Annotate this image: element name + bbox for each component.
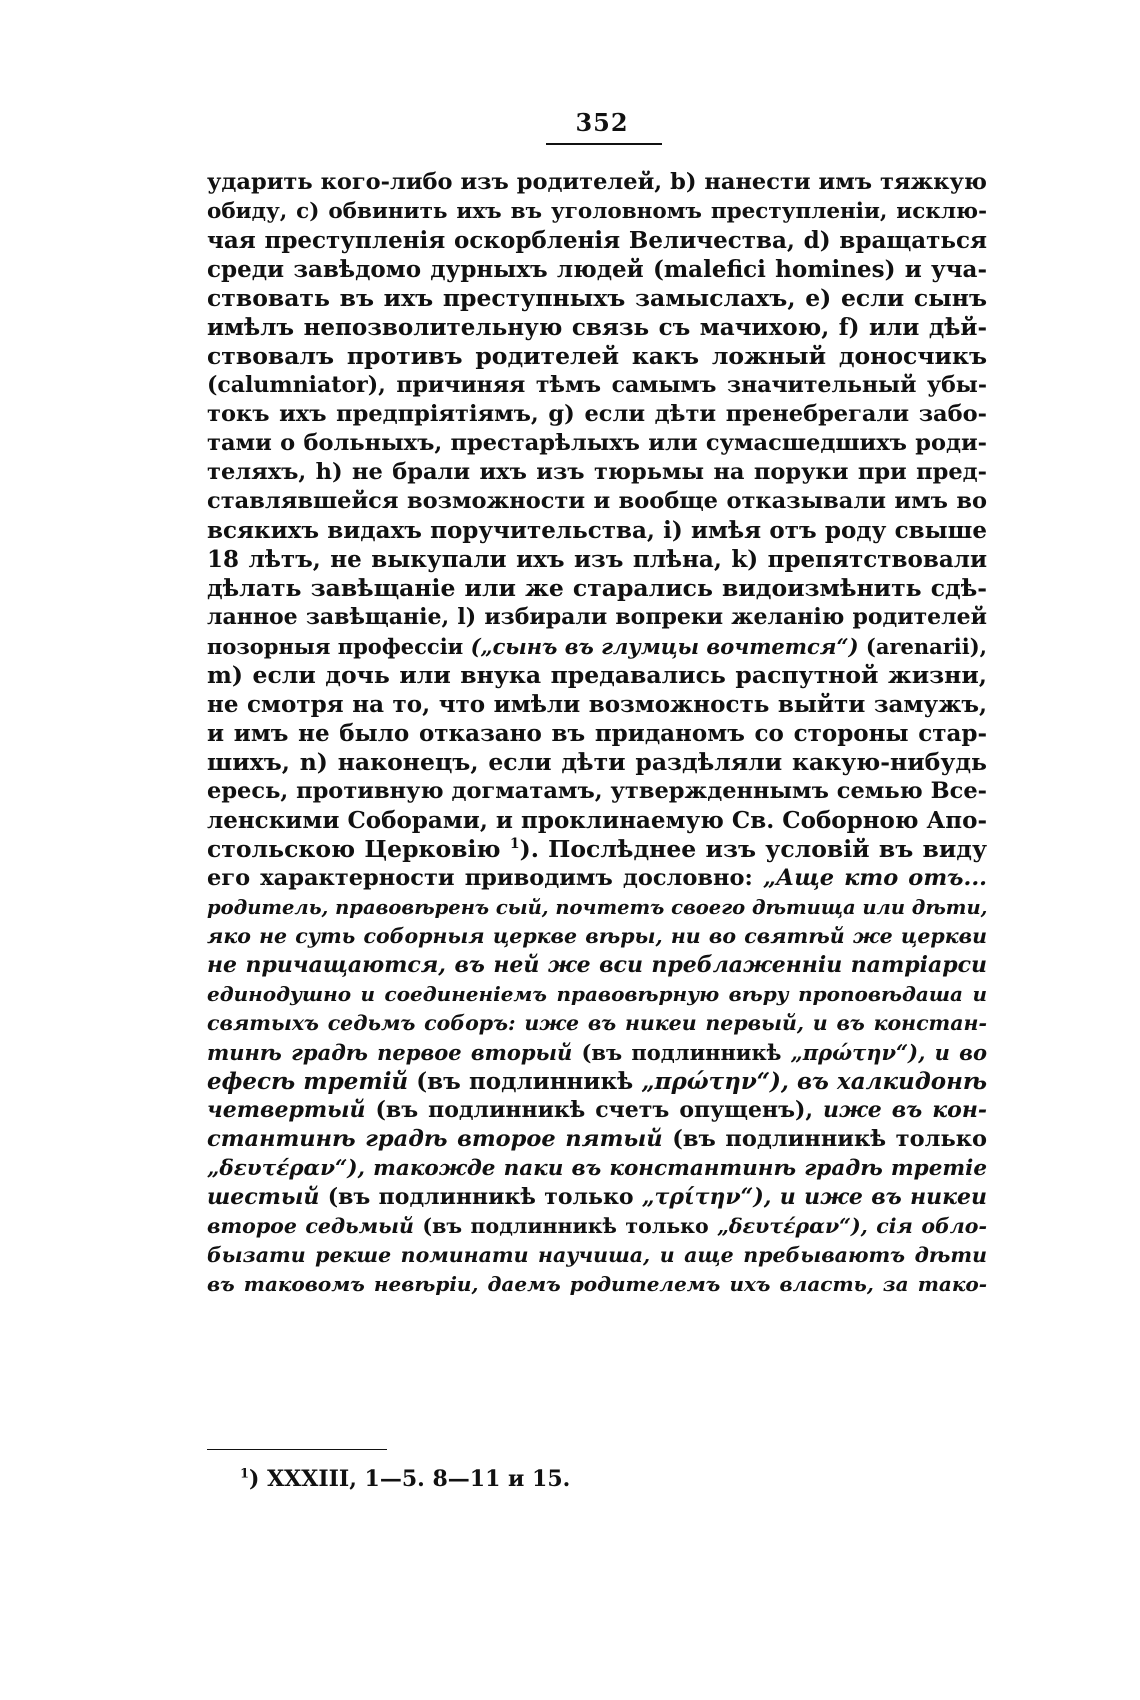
text-segment: тами о больныхъ, престарѣлыхъ или сумасшедшихъ роди- (207, 430, 987, 456)
text-line (207, 1154, 987, 1183)
footnote-text: ) XXXIII, 1—5. 8—11 и 15. (249, 1466, 571, 1492)
text-segment: и имъ не было отказано въ приданомъ со стороны стар- (207, 720, 987, 747)
text-line (207, 922, 987, 951)
text-line (207, 1096, 987, 1125)
text-line (207, 545, 987, 574)
text-segment: ставлявшейся возможности и вообще отказывали имъ во (207, 488, 987, 514)
text-line (207, 806, 987, 835)
text-segment: (arenarii), (858, 634, 987, 659)
text-segment: ересь, противную догматамъ, утвержденнымъ семью Все- (207, 778, 987, 804)
text-segment: бызати рекше поминати научиша, и аще пребываютъ дѣти (207, 1243, 987, 1267)
text-segment: его характерности приводимъ дословно: (207, 865, 763, 891)
page-number: 352 (575, 108, 629, 137)
text-segment: родитель, правовѣренъ сый, почтетъ своего дѣтища или дѣти, (207, 896, 988, 919)
text-segment: ленскими Соборами, и проклинаемую Св. Соборною Апо- (207, 807, 987, 834)
text-line (207, 719, 987, 748)
text-segment: въ таковомъ невѣріи, даемъ родителемъ ихъ власть, за тако- (207, 1272, 987, 1296)
text-line (207, 1241, 987, 1270)
text-line (207, 284, 987, 313)
text-segment: 18 лѣтъ, не выкупали ихъ изъ плѣна, k) препятствовали (207, 546, 987, 573)
text-segment: „πρώτην“), и во (790, 1040, 987, 1065)
text-line (207, 255, 987, 284)
text-segment: ). Послѣднее изъ условій въ виду (519, 835, 987, 863)
text-segment: яко не суть соборныя церкве вѣры, ни во святѣй же церкви (207, 924, 987, 948)
text-segment: шихъ, n) наконецъ, если дѣти раздѣляли какую-нибудь (207, 748, 987, 776)
text-line (207, 835, 987, 864)
text-segment: теляхъ, h) не брали ихъ изъ тюрьмы на поруки при пред- (207, 459, 987, 485)
text-line (207, 400, 987, 429)
text-line (207, 574, 987, 603)
text-segment: ствовать въ ихъ преступныхъ замыслахъ, e) если сынъ (207, 284, 987, 312)
text-line (207, 1125, 987, 1154)
footnote-mark: 1 (240, 1466, 250, 1482)
footnote-rule (207, 1449, 387, 1450)
text-line (207, 371, 987, 400)
text-segment: позорныя профессіи (207, 634, 471, 659)
text-line (207, 487, 987, 516)
text-segment: стантинѣ градѣ второе пятый (207, 1126, 663, 1152)
text-segment: среди завѣдомо дурныхъ людей (malefici homines) и уча- (207, 256, 987, 283)
footnote (240, 1466, 570, 1492)
text-segment: (въ подлинникѣ (572, 1040, 791, 1065)
text-segment: ланное завѣщаніе, l) избирали вопреки желанію родителей (207, 604, 987, 630)
text-line (207, 661, 987, 690)
text-segment: обиду, c) обвинить ихъ въ уголовномъ преступленіи, исклю- (207, 199, 987, 224)
text-segment: (въ подлинникѣ только (319, 1184, 642, 1210)
text-segment: ствовалъ противъ родителей какъ ложный доносчикъ (207, 342, 987, 370)
text-segment: не причащаются, въ ней же вси преблаженніи патріарси (207, 952, 987, 978)
text-line (207, 1270, 987, 1299)
text-segment: „τρίτην“), и иже въ никеи (641, 1184, 987, 1210)
text-segment: (въ подлинникѣ счетъ опущенъ), (365, 1097, 824, 1123)
text-line (207, 458, 987, 487)
text-line (207, 226, 987, 255)
text-line (207, 777, 987, 806)
text-segment: m) если дочь или внука предавались распутной жизни, (207, 661, 987, 689)
text-segment: „δευτέραν“), такожде паки въ константинѣ градѣ третіе (207, 1156, 987, 1181)
text-line (207, 951, 987, 980)
text-line (207, 342, 987, 371)
text-line (207, 168, 987, 197)
text-line (207, 864, 987, 893)
text-segment: единодушно и соединеніемъ правовѣрную вѣру проповѣдаша и (207, 982, 987, 1006)
text-segment: шестый (207, 1184, 320, 1210)
text-line (207, 197, 987, 226)
text-segment: всякихъ видахъ поручительства, i) имѣя отъ роду свыше (207, 517, 987, 544)
text-line (207, 603, 987, 632)
text-segment: тинѣ градѣ первое вторый (207, 1040, 573, 1065)
text-segment: (въ подлинникѣ (408, 1068, 642, 1095)
text-segment: чая преступленія оскорбленія Величества, d) вращаться (207, 227, 987, 254)
text-segment: токъ ихъ предпріятіямъ, g) если дѣти пренебрегали забо- (207, 401, 987, 427)
text-segment: „δευτέραν“), сія обло- (717, 1214, 987, 1238)
text-segment: дѣлать завѣщаніе или же старались видоизмѣнить сдѣ- (207, 574, 987, 602)
text-segment: иже въ кон- (823, 1097, 987, 1123)
text-line (207, 1067, 987, 1096)
text-segment: святыхъ седьмъ соборъ: иже въ никеи первый, и въ констан- (207, 1011, 987, 1035)
text-segment: не смотря на то, что имѣли возможность выйти замужъ, (207, 691, 987, 718)
text-line (207, 1038, 987, 1067)
text-line (207, 690, 987, 719)
text-segment: четвертый (207, 1097, 366, 1123)
text-line (207, 893, 987, 922)
page-number-rule (546, 143, 662, 145)
text-segment: стольскою Церковію (207, 835, 510, 863)
text-line (207, 632, 987, 661)
text-line (207, 748, 987, 777)
text-segment: второе седьмый (207, 1214, 414, 1238)
text-segment: (въ подлинникѣ только (413, 1214, 718, 1238)
text-line (207, 429, 987, 458)
text-line (207, 1183, 987, 1212)
text-line (207, 1212, 987, 1241)
text-line (207, 980, 987, 1009)
text-line (207, 516, 987, 545)
footnote-ref: 1 (509, 836, 520, 853)
text-segment: („сынъ въ глумцы вочтется“) (470, 634, 859, 659)
text-segment: (въ подлинникѣ только (662, 1126, 987, 1152)
text-line (207, 1009, 987, 1038)
text-segment: ефесѣ третій (207, 1068, 409, 1095)
text-segment: имѣлъ непозволительную связь съ мачихою, f) или дѣй- (207, 314, 987, 341)
text-line (207, 313, 987, 342)
text-segment: (calumniator), причиняя тѣмъ самымъ значительный убы- (207, 372, 987, 398)
text-segment: „Аще кто отъ... (762, 865, 987, 891)
body-text (207, 168, 987, 1299)
text-segment: ударить кого-либо изъ родителей, b) нанести имъ тяжкую (207, 169, 987, 195)
text-segment: „πρώτην“), въ халкидонѣ (641, 1068, 987, 1095)
